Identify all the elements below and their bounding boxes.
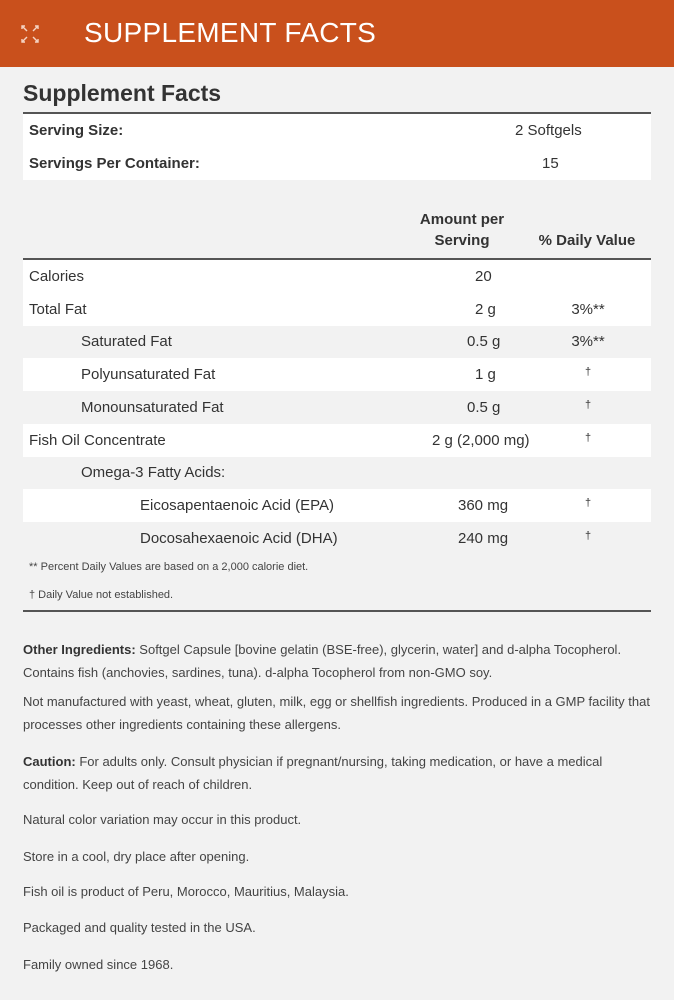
nutrient-daily-value: †: [584, 431, 592, 444]
caution: [23, 750, 653, 796]
nutrient-name: Saturated Fat: [81, 333, 172, 351]
nutrient-amount: 240 mg: [458, 529, 509, 547]
nutrient-name: Docosahexaenoic Acid (DHA): [140, 529, 338, 547]
other-ingredients-text: Softgel Capsule [bovine gelatin (BSE-free), glycerin, water] and d-alpha Tocopherol. Contains fish (anchovies, sardines, tuna). d-alpha Tocopherol from non-GMO soy.: [23, 642, 622, 680]
serving-size-label: Serving Size:: [29, 122, 124, 139]
nutrient-row: [23, 325, 651, 358]
nutrient-row: [23, 456, 651, 489]
facts-title: Supplement Facts: [23, 80, 222, 106]
nutrient-row: [23, 424, 651, 457]
dagger-note: † Daily Value not established.: [29, 589, 174, 601]
origin-note: Fish oil is product of Peru, Morocco, Mauritius, Malaysia.: [23, 884, 349, 899]
color-note: Natural color variation may occur in this product.: [23, 812, 302, 827]
nutrient-amount: 0.5 g: [467, 398, 501, 416]
serving-size-row: [23, 114, 651, 147]
nutrient-name: Calories: [29, 268, 85, 285]
caution-text: For adults only. Consult physician if pregnant/nursing, taking medication, or have a medical condition. Keep out of reach of children.: [23, 754, 603, 792]
percent-note: ** Percent Daily Values are based on a 2,000 calorie diet.: [29, 561, 309, 573]
nutrient-name: Polyunsaturated Fat: [81, 366, 216, 384]
caution-label: Caution:: [23, 754, 76, 769]
other-ingredients-label: Other Ingredients:: [23, 642, 136, 657]
other-ingredients: [23, 638, 653, 684]
nutrient-amount: 2 g (2,000 mg): [432, 431, 530, 449]
nutrient-daily-value: 3%**: [571, 333, 605, 351]
nutrient-daily-value: †: [584, 398, 592, 411]
servings-value: 15: [542, 155, 559, 172]
packaged-note: Packaged and quality tested in the USA.: [23, 920, 256, 935]
nutrient-name: Eicosapentaenoic Acid (EPA): [140, 496, 334, 514]
amount-header-line2: Serving: [434, 232, 490, 249]
section-header[interactable]: [0, 0, 674, 67]
nutrient-amount: 2 g: [475, 300, 496, 318]
nutrient-row: [23, 293, 651, 326]
expand-icon[interactable]: [20, 24, 40, 44]
nutrient-name: Fish Oil Concentrate: [29, 431, 166, 449]
nutrient-amount: 0.5 g: [467, 333, 501, 351]
nutrient-name: Monounsaturated Fat: [81, 398, 224, 416]
nutrient-row: [23, 489, 651, 522]
serving-size-value: 2 Softgels: [515, 122, 582, 139]
servings-label: Servings Per Container:: [29, 155, 200, 172]
nutrient-daily-value: †: [584, 366, 592, 379]
nutrient-name: Omega-3 Fatty Acids:: [81, 464, 226, 482]
amount-header: [400, 209, 524, 251]
daily-value-header: % Daily Value: [538, 232, 636, 249]
header-title: SUPPLEMENT FACTS: [84, 17, 377, 48]
nutrient-row: [23, 522, 651, 555]
nutrient-amount: 1 g: [475, 366, 496, 384]
nutrient-row: [23, 358, 651, 391]
nutrient-daily-value: †: [584, 496, 592, 509]
nutrient-daily-value: †: [584, 529, 592, 542]
nutrient-row: [23, 391, 651, 424]
nutrient-daily-value: 3%**: [571, 300, 605, 318]
nutrient-name: Total Fat: [29, 300, 87, 318]
bottom-rule: [23, 610, 651, 612]
servings-per-container-row: [23, 147, 651, 180]
nutrient-row: [23, 260, 651, 293]
nutrient-amount: 20: [475, 268, 492, 285]
allergen-statement: Not manufactured with yeast, wheat, gluten, milk, egg or shellfish ingredients. Produced in a GMP facility that processes other ingredients containing these allergens.: [23, 694, 650, 732]
amount-header-line1: Amount per: [419, 211, 505, 228]
storage-note: Store in a cool, dry place after opening.: [23, 849, 250, 864]
nutrient-amount: 360 mg: [458, 496, 509, 514]
family-note: Family owned since 1968.: [23, 957, 174, 972]
